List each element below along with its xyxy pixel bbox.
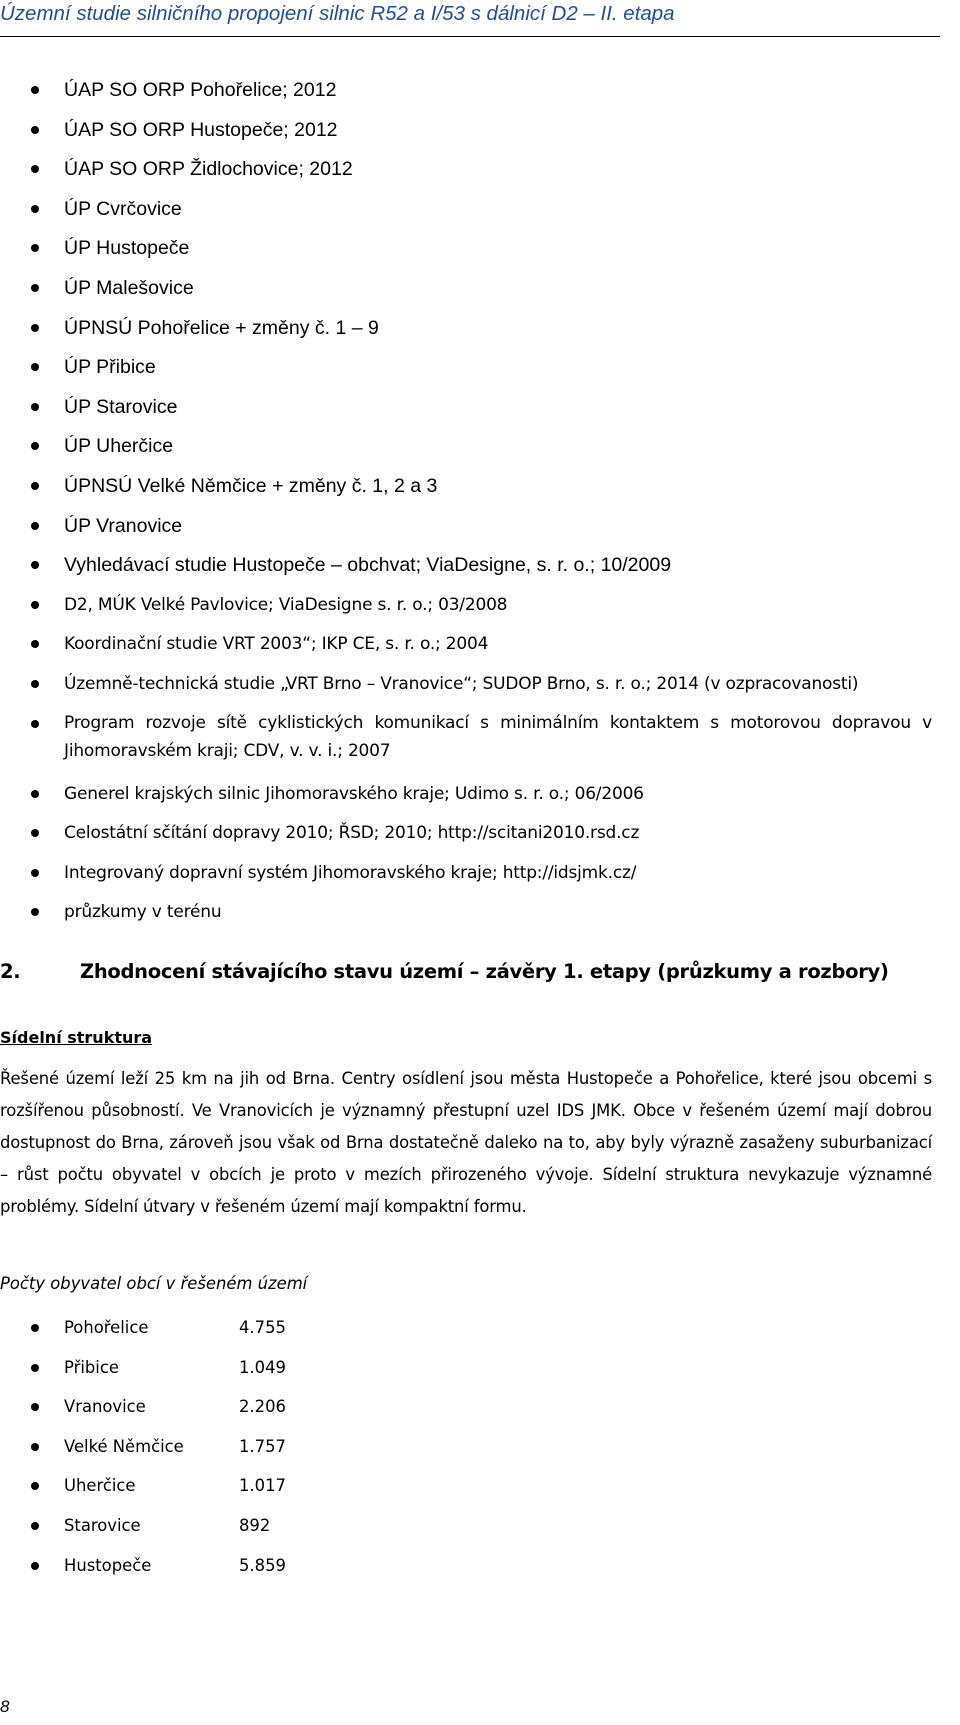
source-item: D2, MÚK Velké Pavlovice; ViaDesigne s. r. o.; 03/2008 (0, 590, 932, 630)
population-item (0, 1353, 932, 1393)
source-item: ÚAP SO ORP Židlochovice; 2012 (0, 154, 932, 194)
population-item (0, 1511, 932, 1551)
source-item: ÚP Cvrčovice (0, 194, 932, 234)
population-count: 2.206 (239, 1397, 286, 1417)
population-count: 1.049 (239, 1357, 286, 1377)
population-count: 1.757 (239, 1436, 286, 1456)
section-number: 2. (0, 960, 21, 983)
source-item: ÚP Starovice (0, 392, 932, 432)
source-item: Generel krajských silnic Jihomoravského kraje; Udimo s. r. o.; 06/2006 (0, 779, 932, 819)
population-count: 1.017 (239, 1476, 286, 1496)
municipality-name: Uherčice (64, 1476, 136, 1496)
subsection-title: Sídelní struktura (0, 1028, 153, 1047)
source-item: Celostátní sčítání dopravy 2010; ŘSD; 2010; http://scitani2010.rsd.cz (0, 818, 932, 858)
population-item (0, 1432, 932, 1472)
source-item: ÚP Uherčice (0, 431, 932, 471)
source-item: Územně-technická studie „VRT Brno – Vranovice“; SUDOP Brno, s. r. o.; 2014 (v ozpracovanosti) (0, 669, 932, 709)
source-item: ÚP Vranovice (0, 511, 932, 551)
source-item: ÚPNSÚ Pohořelice + změny č. 1 – 9 (0, 313, 932, 353)
running-header: Územní studie silničního propojení silnic R52 a I/53 s dálnicí D2 – II. etapa (0, 2, 675, 25)
municipality-name: Přibice (64, 1357, 119, 1377)
population-count: 892 (239, 1515, 271, 1535)
source-item: průzkumy v terénu (0, 897, 932, 937)
population-count: 4.755 (239, 1318, 286, 1337)
sources-list (0, 75, 932, 937)
municipality-name: Pohořelice (64, 1318, 149, 1337)
municipality-name: Velké Němčice (64, 1436, 184, 1456)
section-title: Zhodnocení stávajícího stavu území – závěry 1. etapy (průzkumy a rozbory) (80, 960, 889, 983)
population-item (0, 1392, 932, 1432)
source-item: ÚP Hustopeče (0, 233, 932, 273)
source-item: ÚAP SO ORP Pohořelice; 2012 (0, 75, 932, 115)
population-item (0, 1471, 932, 1511)
source-item: ÚPNSÚ Velké Němčice + změny č. 1, 2 a 3 (0, 471, 932, 511)
population-item (0, 1551, 932, 1591)
section-heading (0, 960, 940, 983)
source-item: Program rozvoje sítě cyklistických komunikací s minimálním kontaktem s motorovou dopravou v Jihomoravském kraji; CDV, v. v. i.; 2007 (0, 709, 932, 779)
municipality-name: Hustopeče (64, 1555, 152, 1575)
header-rule (0, 36, 940, 37)
source-item: Koordinační studie VRT 2003“; IKP CE, s. r. o.; 2004 (0, 629, 932, 669)
municipality-name: Starovice (64, 1515, 141, 1535)
source-item: ÚAP SO ORP Hustopeče; 2012 (0, 115, 932, 155)
body-paragraph: Řešené území leží 25 km na jih od Brna. Centry osídlení jsou města Hustopeče a Pohořelice, které jsou obcemi s rozšířenou působností. Ve Vranovicích je významný přestupní uzel IDS JMK. Obce v řešeném území mají dobrou dostupnost do Brna, zároveň jsou však od Brna dostatečně daleko na to, aby byly výrazně zasaženy suburbanizací – růst počtu obyvatel v obcích je proto v mezích přirozeného vývoje. Sídelní struktura nevykazuje významné problémy. Sídelní útvary v řešeném území mají kompaktní formu. (0, 1069, 932, 1216)
population-title: Počty obyvatel obcí v řešeném území (0, 1274, 308, 1293)
page-number: 8 (0, 1697, 10, 1716)
source-item: ÚP Malešovice (0, 273, 932, 313)
population-count: 5.859 (239, 1555, 286, 1575)
municipality-name: Vranovice (64, 1397, 146, 1417)
population-list (0, 1313, 932, 1590)
source-item: Vyhledávací studie Hustopeče – obchvat; ViaDesigne, s. r. o.; 10/2009 (0, 550, 932, 590)
source-item: Integrovaný dopravní systém Jihomoravského kraje; http://idsjmk.cz/ (0, 858, 932, 898)
population-item (0, 1313, 932, 1353)
source-item: ÚP Přibice (0, 352, 932, 392)
